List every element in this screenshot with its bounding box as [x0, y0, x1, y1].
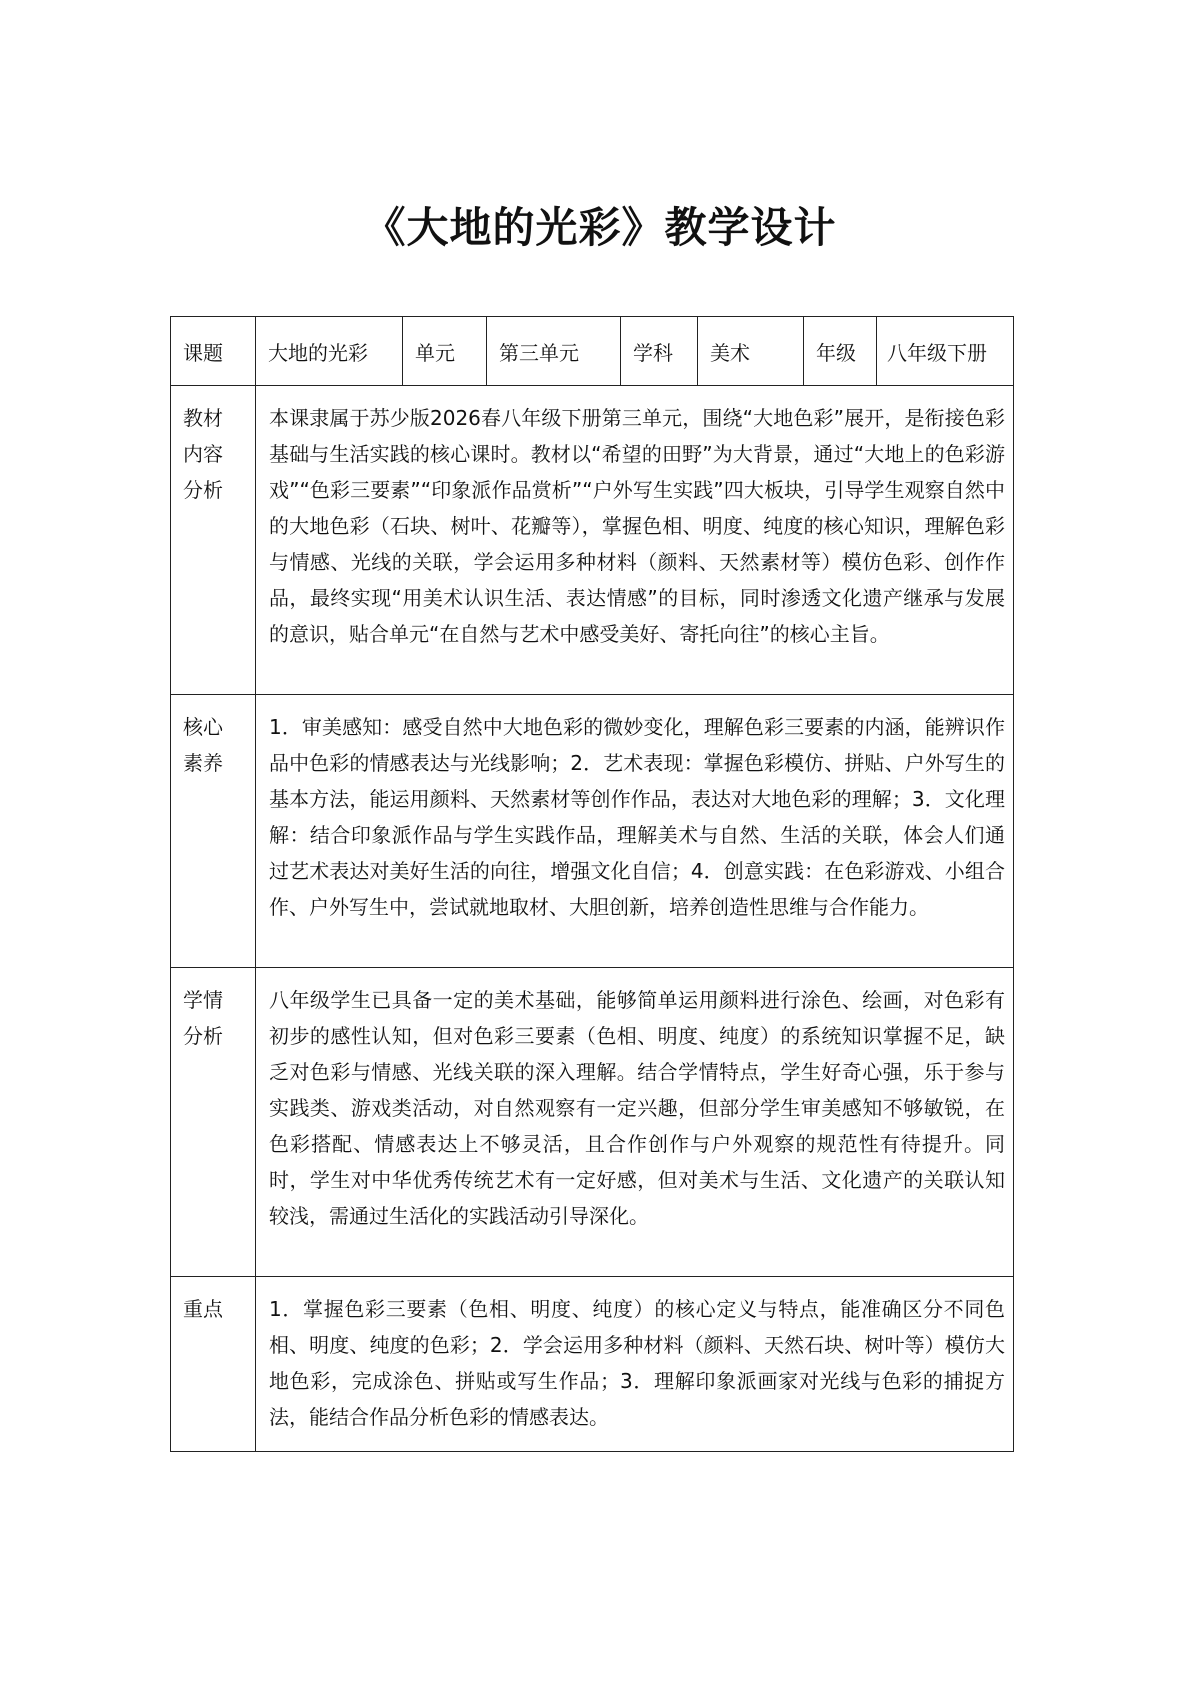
section-label-line: 分析 [183, 478, 223, 502]
section-body-student-analysis: 八年级学生已具备一定的美术基础，能够简单运用颜料进行涂色、绘画，对色彩有初步的感性认知，但对色彩三要素（色相、明度、纯度）的系统知识掌握不足，缺乏对色彩与情感、光线关联的深入理解。结合学情特点，学生好奇心强，乐于参与实践类、游戏类活动，对自然观察有一定兴趣，但部分学生审美感知不够敏锐，在色彩搭配、情感表达上不够灵活，且合作创作与户外观察的规范性有待提升。同时，学生对中华优秀传统艺术有一定好感，但对美术与生活、文化遗产的关联认知较浅，需通过生活化的实践活动引导深化。 [256, 968, 1014, 1277]
subject-value: 美术 [710, 340, 750, 365]
section-label-line: 教材 [183, 406, 223, 430]
section-row-student-analysis [171, 968, 1014, 1277]
unit-label-cell [403, 317, 487, 386]
section-row-textbook-analysis [171, 386, 1014, 695]
grade-value-cell [877, 317, 1014, 386]
section-body-textbook-analysis: 本课隶属于苏少版2026春八年级下册第三单元，围绕“大地色彩”展开，是衔接色彩基础与生活实践的核心课时。教材以“希望的田野”为大背景，通过“大地上的色彩游戏”“色彩三要素”“印象派作品赏析”“户外写生实践”四大板块，引导学生观察自然中的大地色彩（石块、树叶、花瓣等），掌握色相、明度、纯度的核心知识，理解色彩与情感、光线的关联，学会运用多种材料（颜料、天然素材等）模仿色彩、创作作品，最终实现“用美术认识生活、表达情感”的目标，同时渗透文化遗产继承与发展的意识，贴合单元“在自然与艺术中感受美好、寄托向往”的核心主旨。 [256, 386, 1014, 695]
section-label-line: 重点 [183, 1297, 223, 1321]
grade-label: 年级 [816, 340, 856, 365]
topic-label-cell [171, 317, 256, 386]
topic-label: 课题 [183, 340, 223, 365]
topic-value-cell [256, 317, 403, 386]
section-label-textbook-analysis [171, 386, 256, 695]
grade-label-cell [804, 317, 877, 386]
grade-value: 八年级下册 [887, 340, 987, 365]
section-row-core-competencies [171, 695, 1014, 968]
unit-value-cell [487, 317, 621, 386]
section-row-key-points [171, 1277, 1014, 1452]
lesson-plan-table [170, 316, 1014, 1452]
section-body-key-points: 1．掌握色彩三要素（色相、明度、纯度）的核心定义与特点，能准确区分不同色相、明度、纯度的色彩；2．学会运用多种材料（颜料、天然石块、树叶等）模仿大地色彩，完成涂色、拼贴或写生作品；3．理解印象派画家对光线与色彩的捕捉方法，能结合作品分析色彩的情感表达。 [256, 1277, 1014, 1452]
unit-value: 第三单元 [499, 340, 579, 365]
subject-label-cell [621, 317, 698, 386]
section-label-line: 内容 [183, 442, 223, 466]
section-label-line: 分析 [183, 1024, 223, 1048]
section-label-line: 学情 [183, 988, 223, 1012]
unit-label: 单元 [415, 340, 455, 365]
section-label-line: 核心 [183, 715, 223, 739]
section-label-student-analysis [171, 968, 256, 1277]
section-label-line: 素养 [183, 751, 223, 775]
section-label-core-competencies [171, 695, 256, 968]
page-title: 《大地的光彩》教学设计 [363, 203, 837, 252]
section-label-key-points [171, 1277, 256, 1452]
header-row [171, 317, 1014, 386]
topic-value: 大地的光彩 [268, 340, 368, 365]
section-body-core-competencies: 1．审美感知：感受自然中大地色彩的微妙变化，理解色彩三要素的内涵，能辨识作品中色彩的情感表达与光线影响；2．艺术表现：掌握色彩模仿、拼贴、户外写生的基本方法，能运用颜料、天然素材等创作作品，表达对大地色彩的理解；3．文化理解：结合印象派作品与学生实践作品，理解美术与自然、生活的关联，体会人们通过艺术表达对美好生活的向往，增强文化自信；4．创意实践：在色彩游戏、小组合作、户外写生中，尝试就地取材、大胆创新，培养创造性思维与合作能力。 [256, 695, 1014, 968]
subject-label: 学科 [633, 340, 673, 365]
subject-value-cell [698, 317, 804, 386]
